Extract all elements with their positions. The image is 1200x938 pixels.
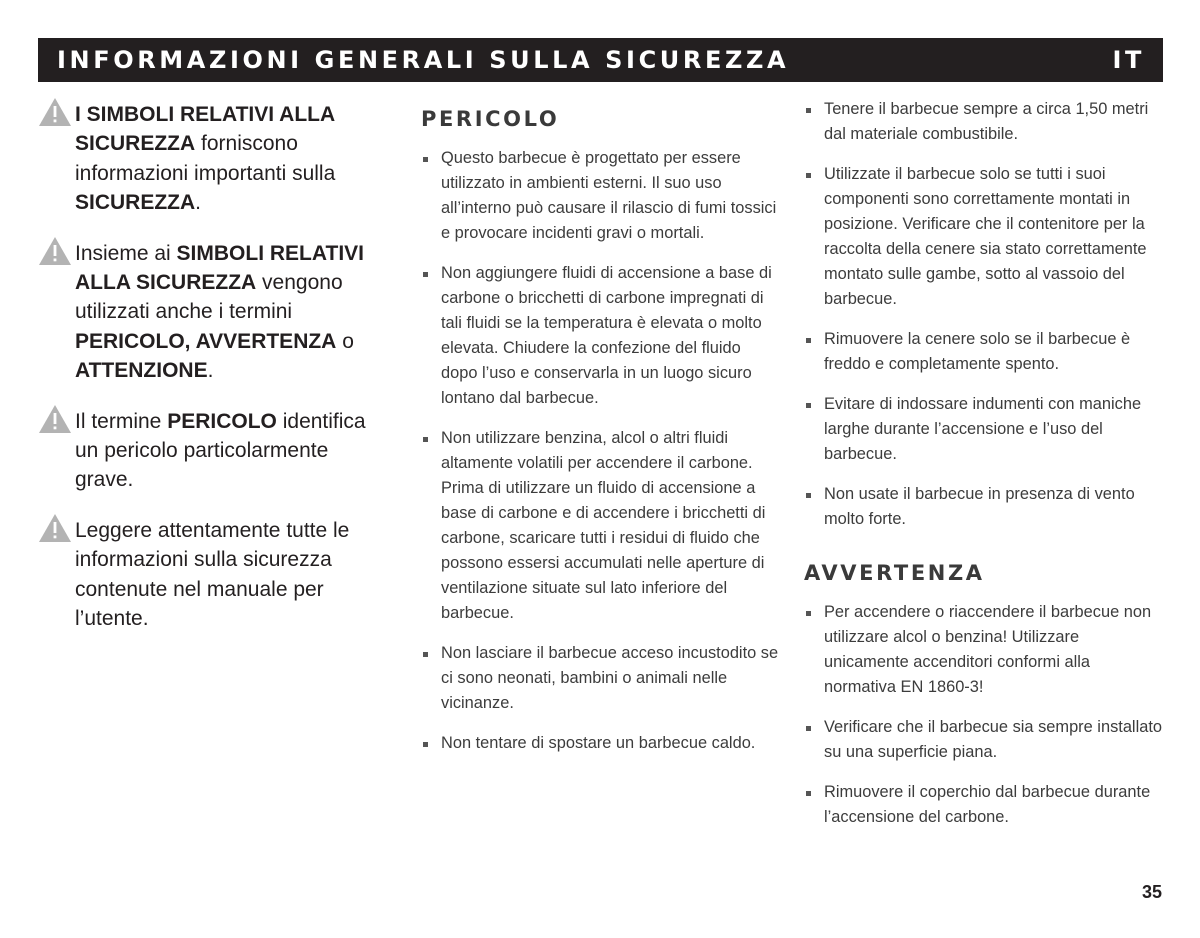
safety-paragraph-3 (38, 407, 388, 495)
list-item: Tenere il barbecue sempre a circa 1,50 metri dal materiale combustibile. (804, 97, 1164, 147)
bold-text: PERICOLO (167, 409, 277, 433)
body-text: Leggere attentamente tutte le informazioni sulla sicurezza contenute nel manuale per l’utente. (75, 518, 350, 631)
safety-paragraph-2 (38, 239, 388, 386)
list-item: Non utilizzare benzina, alcol o altri fluidi altamente volatili per accendere il carbone. Prima di utilizzare un fluido di accensione a base di carbone e di accendere i bricchetti di carbone, scaricare tutti i residui di fluido che possono essersi accumulati nelle aperture di ventilazione situate sul lato inferiore del barbecue. (421, 426, 781, 626)
section-title-avvertenza: AVVERTENZA (804, 561, 985, 585)
list-item: Verificare che il barbecue sia sempre installato su una superficie piana. (804, 715, 1164, 765)
body-text: Insieme ai (75, 241, 177, 265)
list-item: Questo barbecue è progettato per essere utilizzato in ambienti esterni. Il suo uso all’interno può causare il rilascio di fumi tossici e provocare incidenti gravi o mortali. (421, 146, 781, 246)
body-text: . (195, 191, 202, 215)
right-column (804, 97, 1164, 845)
bold-text: ATTENZIONE (75, 359, 208, 383)
warning-triangle-icon (38, 97, 72, 127)
warning-triangle-icon (38, 404, 72, 434)
list-item: Rimuovere il coperchio dal barbecue durante l’accensione del carbone. (804, 780, 1164, 830)
warning-triangle-icon (38, 236, 72, 266)
language-code: IT (1112, 46, 1145, 74)
pericolo-column (421, 100, 781, 771)
bold-text: SIMBOLI RELATIVI ALLA SICUREZZA (75, 241, 364, 295)
section-title-pericolo: PERICOLO (421, 107, 560, 131)
page-title: INFORMAZIONI GENERALI SULLA SICUREZZA (57, 46, 790, 74)
list-item: Non tentare di spostare un barbecue caldo. (421, 731, 781, 756)
bold-text: PERICOLO, AVVERTENZA (75, 329, 337, 353)
list-item: Non aggiungere fluidi di accensione a base di carbone o bricchetti di carbone impregnati di tali fluidi se la temperatura è elevata o molto elevata. Chiudere la confezione del fluido dopo l’uso e conservarla in un luogo sicuro lontano dal barbecue. (421, 261, 781, 411)
warning-triangle-icon (38, 513, 72, 543)
body-text: vengono utilizzati anche i termini (75, 271, 343, 324)
list-item: Evitare di indossare indumenti con maniche larghe durante l’accensione e l’uso del barbecue. (804, 392, 1164, 467)
pericolo-list (421, 146, 781, 756)
body-text: identifica un pericolo particolarmente grave. (75, 409, 366, 492)
list-item: Per accendere o riaccendere il barbecue non utilizzare alcol o benzina! Utilizzare unicamente accenditori conformi alla normativa EN 1860-3! (804, 600, 1164, 700)
body-text: o (336, 329, 354, 353)
safety-paragraph-1 (38, 100, 388, 218)
safety-symbols-column (38, 100, 388, 655)
body-text: forniscono informazioni importanti sulla (75, 132, 336, 185)
list-item: Non lasciare il barbecue acceso incustodito se ci sono neonati, bambini o animali nelle vicinanze. (421, 641, 781, 716)
body-text: . (207, 359, 214, 383)
page-number: 35 (1141, 882, 1162, 902)
pericolo-continued-list (804, 97, 1164, 532)
safety-paragraph-4 (38, 516, 388, 634)
bold-text: I SIMBOLI RELATIVI ALLA SICUREZZA (75, 103, 335, 156)
list-item: Utilizzate il barbecue solo se tutti i suoi componenti sono correttamente montati in posizione. Verificare che il contenitore per la raccolta della cenere sia stato correttamente montato sulle gambe, sotto al vassoio del barbecue. (804, 162, 1164, 312)
bold-text: SICUREZZA (75, 191, 196, 215)
list-item: Non usate il barbecue in presenza di vento molto forte. (804, 482, 1164, 532)
list-item: Rimuovere la cenere solo se il barbecue è freddo e completamente spento. (804, 327, 1164, 377)
body-text: Il termine (75, 409, 168, 433)
avvertenza-list (804, 600, 1164, 830)
header-bar (38, 38, 1163, 82)
